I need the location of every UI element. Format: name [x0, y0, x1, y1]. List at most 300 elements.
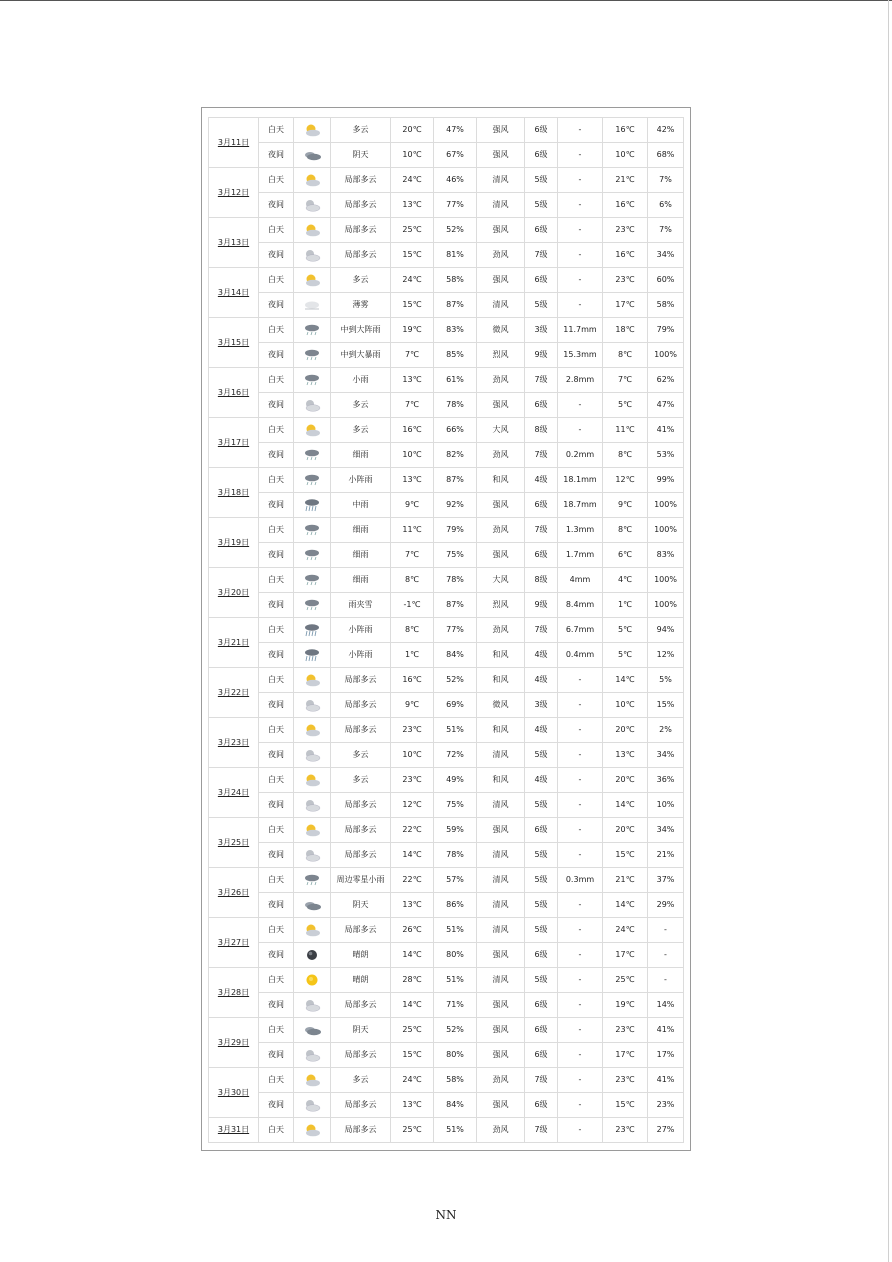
cell-feels: 25℃ — [603, 968, 648, 993]
cell-wind: 和风 — [477, 643, 525, 668]
date-link[interactable]: 3月26日 — [209, 868, 259, 918]
cell-precip: 0.3mm — [558, 868, 603, 893]
cell-weather: 多云 — [331, 393, 391, 418]
cell-feels: 16℃ — [603, 243, 648, 268]
cell-wind: 劲风 — [477, 243, 525, 268]
partly-cloudy-night-icon — [294, 843, 331, 868]
cell-temp: 10℃ — [391, 143, 434, 168]
cell-cloud: 68% — [648, 143, 684, 168]
cell-feels: 16℃ — [603, 193, 648, 218]
cell-wind: 清风 — [477, 893, 525, 918]
cell-weather: 多云 — [331, 1068, 391, 1093]
cell-humidity: 52% — [434, 1018, 477, 1043]
cell-period: 白天 — [259, 768, 294, 793]
table-row — [209, 468, 684, 493]
cell-weather: 雨夹雪 — [331, 593, 391, 618]
partly-cloudy-night-icon — [294, 1093, 331, 1118]
cell-feels: 19℃ — [603, 993, 648, 1018]
cell-feels: 11℃ — [603, 418, 648, 443]
date-link[interactable]: 3月15日 — [209, 318, 259, 368]
cell-humidity: 51% — [434, 1118, 477, 1143]
cell-wind-level: 4级 — [525, 768, 558, 793]
cell-wind-level: 7级 — [525, 518, 558, 543]
cell-period: 白天 — [259, 568, 294, 593]
cell-wind-level: 7级 — [525, 1068, 558, 1093]
cell-wind-level: 4级 — [525, 668, 558, 693]
page-number: NN — [435, 1208, 457, 1222]
cell-cloud: 34% — [648, 743, 684, 768]
cell-weather: 阴天 — [331, 1018, 391, 1043]
cell-wind-level: 7级 — [525, 368, 558, 393]
table-row — [209, 893, 684, 918]
cell-cloud: - — [648, 968, 684, 993]
cell-wind-level: 7级 — [525, 618, 558, 643]
cell-wind: 强风 — [477, 493, 525, 518]
cell-weather: 多云 — [331, 768, 391, 793]
cell-cloud: 15% — [648, 693, 684, 718]
cell-wind: 强风 — [477, 1018, 525, 1043]
cell-cloud: 34% — [648, 243, 684, 268]
cell-period: 白天 — [259, 1118, 294, 1143]
cell-humidity: 78% — [434, 393, 477, 418]
date-link[interactable]: 3月23日 — [209, 718, 259, 768]
forecast-table-frame — [201, 107, 691, 1151]
cell-weather: 晴朗 — [331, 968, 391, 993]
cell-feels: 24℃ — [603, 918, 648, 943]
table-row — [209, 568, 684, 593]
cell-wind: 强风 — [477, 943, 525, 968]
cell-wind-level: 5级 — [525, 743, 558, 768]
cell-wind-level: 5级 — [525, 193, 558, 218]
cell-feels: 17℃ — [603, 943, 648, 968]
cell-temp: 13℃ — [391, 893, 434, 918]
cell-precip: - — [558, 193, 603, 218]
cell-wind: 微风 — [477, 318, 525, 343]
cell-wind: 强风 — [477, 393, 525, 418]
cell-wind: 劲风 — [477, 443, 525, 468]
cell-feels: 17℃ — [603, 1043, 648, 1068]
table-row — [209, 393, 684, 418]
cell-weather: 细雨 — [331, 543, 391, 568]
cell-weather: 多云 — [331, 418, 391, 443]
partly-cloudy-icon — [294, 768, 331, 793]
date-link[interactable]: 3月25日 — [209, 818, 259, 868]
cell-period: 白天 — [259, 218, 294, 243]
partly-cloudy-icon — [294, 418, 331, 443]
cell-weather: 小雨 — [331, 368, 391, 393]
cell-humidity: 78% — [434, 568, 477, 593]
cell-weather: 小阵雨 — [331, 618, 391, 643]
cell-weather: 细雨 — [331, 568, 391, 593]
cell-wind-level: 6级 — [525, 393, 558, 418]
cell-weather: 周边零星小雨 — [331, 868, 391, 893]
table-row — [209, 318, 684, 343]
cell-wind-level: 5级 — [525, 843, 558, 868]
cell-humidity: 82% — [434, 443, 477, 468]
cell-wind-level: 3级 — [525, 693, 558, 718]
cell-cloud: 27% — [648, 1118, 684, 1143]
cell-wind: 强风 — [477, 1093, 525, 1118]
cell-precip: - — [558, 668, 603, 693]
cell-feels: 8℃ — [603, 518, 648, 543]
cell-temp: -1℃ — [391, 593, 434, 618]
table-row — [209, 618, 684, 643]
cell-weather: 局部多云 — [331, 1043, 391, 1068]
cell-temp: 26℃ — [391, 918, 434, 943]
cell-precip: - — [558, 918, 603, 943]
date-link[interactable]: 3月20日 — [209, 568, 259, 618]
partly-cloudy-night-icon — [294, 793, 331, 818]
cell-feels: 17℃ — [603, 293, 648, 318]
cell-precip: - — [558, 818, 603, 843]
cell-feels: 6℃ — [603, 543, 648, 568]
date-link[interactable]: 3月30日 — [209, 1068, 259, 1118]
cell-cloud: 58% — [648, 293, 684, 318]
cell-temp: 16℃ — [391, 668, 434, 693]
cell-humidity: 58% — [434, 1068, 477, 1093]
cell-period: 夜间 — [259, 243, 294, 268]
table-row — [209, 743, 684, 768]
cell-feels: 15℃ — [603, 1093, 648, 1118]
cell-cloud: - — [648, 943, 684, 968]
cell-temp: 10℃ — [391, 743, 434, 768]
cell-period: 夜间 — [259, 343, 294, 368]
cell-weather: 多云 — [331, 118, 391, 143]
cell-feels: 8℃ — [603, 343, 648, 368]
cell-feels: 16℃ — [603, 118, 648, 143]
cell-feels: 7℃ — [603, 368, 648, 393]
date-link[interactable]: 3月18日 — [209, 468, 259, 518]
cell-wind-level: 5级 — [525, 793, 558, 818]
cell-temp: 15℃ — [391, 243, 434, 268]
weather-forecast-table — [208, 117, 684, 1143]
cell-cloud: 29% — [648, 893, 684, 918]
cell-weather: 中到大暴雨 — [331, 343, 391, 368]
table-row — [209, 1018, 684, 1043]
date-link[interactable]: 3月11日 — [209, 118, 259, 168]
cell-precip: - — [558, 1068, 603, 1093]
partly-cloudy-night-icon — [294, 393, 331, 418]
cell-wind-level: 6级 — [525, 818, 558, 843]
cell-feels: 14℃ — [603, 668, 648, 693]
cell-precip: - — [558, 243, 603, 268]
cell-wind: 强风 — [477, 118, 525, 143]
cell-period: 夜间 — [259, 993, 294, 1018]
rain-icon — [294, 518, 331, 543]
mist-icon — [294, 293, 331, 318]
cell-feels: 12℃ — [603, 468, 648, 493]
cell-temp: 14℃ — [391, 843, 434, 868]
date-link[interactable]: 3月14日 — [209, 268, 259, 318]
cell-wind-level: 8级 — [525, 568, 558, 593]
cell-wind-level: 6级 — [525, 268, 558, 293]
cell-weather: 局部多云 — [331, 818, 391, 843]
cell-temp: 16℃ — [391, 418, 434, 443]
cell-weather: 局部多云 — [331, 718, 391, 743]
cell-cloud: 100% — [648, 493, 684, 518]
table-row — [209, 968, 684, 993]
date-link[interactable]: 3月17日 — [209, 418, 259, 468]
cell-feels: 14℃ — [603, 893, 648, 918]
cell-precip: - — [558, 968, 603, 993]
cell-precip: 1.3mm — [558, 518, 603, 543]
cell-humidity: 83% — [434, 318, 477, 343]
table-row — [209, 918, 684, 943]
date-link[interactable]: 3月24日 — [209, 768, 259, 818]
cell-precip: - — [558, 893, 603, 918]
cell-feels: 23℃ — [603, 1018, 648, 1043]
partly-cloudy-icon — [294, 268, 331, 293]
table-row — [209, 993, 684, 1018]
cell-wind-level: 6级 — [525, 493, 558, 518]
cell-temp: 19℃ — [391, 318, 434, 343]
rain-icon — [294, 868, 331, 893]
cell-wind: 烈风 — [477, 343, 525, 368]
cell-precip: - — [558, 768, 603, 793]
cell-wind-level: 6级 — [525, 118, 558, 143]
cell-wind-level: 5级 — [525, 868, 558, 893]
cell-period: 白天 — [259, 518, 294, 543]
cell-humidity: 49% — [434, 768, 477, 793]
cell-cloud: 36% — [648, 768, 684, 793]
table-row — [209, 943, 684, 968]
cell-temp: 8℃ — [391, 568, 434, 593]
cell-precip: - — [558, 168, 603, 193]
table-row — [209, 768, 684, 793]
cell-period: 夜间 — [259, 1093, 294, 1118]
cell-humidity: 87% — [434, 593, 477, 618]
cell-temp: 13℃ — [391, 193, 434, 218]
cell-weather: 多云 — [331, 743, 391, 768]
cell-temp: 14℃ — [391, 993, 434, 1018]
cell-temp: 28℃ — [391, 968, 434, 993]
cell-cloud: 41% — [648, 418, 684, 443]
cell-wind: 和风 — [477, 468, 525, 493]
date-link[interactable]: 3月21日 — [209, 618, 259, 668]
cell-temp: 24℃ — [391, 268, 434, 293]
cell-cloud: 14% — [648, 993, 684, 1018]
table-row — [209, 1093, 684, 1118]
cell-cloud: 7% — [648, 168, 684, 193]
cell-period: 白天 — [259, 118, 294, 143]
cell-wind: 和风 — [477, 768, 525, 793]
cell-temp: 15℃ — [391, 1043, 434, 1068]
cell-cloud: 53% — [648, 443, 684, 468]
date-link[interactable]: 3月27日 — [209, 918, 259, 968]
cell-cloud: 41% — [648, 1018, 684, 1043]
cell-temp: 1℃ — [391, 643, 434, 668]
date-link[interactable]: 3月31日 — [209, 1118, 259, 1143]
cell-temp: 11℃ — [391, 518, 434, 543]
cell-temp: 25℃ — [391, 218, 434, 243]
cell-period: 白天 — [259, 368, 294, 393]
partly-cloudy-icon — [294, 218, 331, 243]
cell-wind-level: 6级 — [525, 993, 558, 1018]
table-row — [209, 343, 684, 368]
partly-cloudy-icon — [294, 718, 331, 743]
cell-cloud: 10% — [648, 793, 684, 818]
cell-cloud: 21% — [648, 843, 684, 868]
cell-cloud: 17% — [648, 1043, 684, 1068]
cell-humidity: 80% — [434, 1043, 477, 1068]
cell-wind-level: 5级 — [525, 293, 558, 318]
cell-feels: 23℃ — [603, 1068, 648, 1093]
cell-humidity: 85% — [434, 343, 477, 368]
cell-period: 夜间 — [259, 543, 294, 568]
cell-wind-level: 9级 — [525, 593, 558, 618]
date-link[interactable]: 3月22日 — [209, 668, 259, 718]
cell-feels: 20℃ — [603, 718, 648, 743]
cell-weather: 局部多云 — [331, 168, 391, 193]
table-row — [209, 868, 684, 893]
cell-wind: 清风 — [477, 793, 525, 818]
cell-precip: - — [558, 793, 603, 818]
cell-wind: 强风 — [477, 1043, 525, 1068]
cell-humidity: 66% — [434, 418, 477, 443]
cell-temp: 13℃ — [391, 468, 434, 493]
cell-humidity: 79% — [434, 518, 477, 543]
table-row — [209, 168, 684, 193]
cell-humidity: 51% — [434, 718, 477, 743]
cell-weather: 局部多云 — [331, 918, 391, 943]
cell-feels: 13℃ — [603, 743, 648, 768]
cell-period: 白天 — [259, 868, 294, 893]
table-row — [209, 193, 684, 218]
partly-cloudy-night-icon — [294, 193, 331, 218]
cell-humidity: 52% — [434, 218, 477, 243]
cell-period: 白天 — [259, 168, 294, 193]
cell-wind: 烈风 — [477, 593, 525, 618]
date-link[interactable]: 3月29日 — [209, 1018, 259, 1068]
cell-period: 夜间 — [259, 743, 294, 768]
cell-cloud: 100% — [648, 343, 684, 368]
cell-cloud: 99% — [648, 468, 684, 493]
cell-weather: 细雨 — [331, 518, 391, 543]
cell-precip: 0.2mm — [558, 443, 603, 468]
cell-precip: - — [558, 1043, 603, 1068]
cell-period: 夜间 — [259, 943, 294, 968]
cell-humidity: 77% — [434, 618, 477, 643]
partly-cloudy-icon — [294, 918, 331, 943]
cell-period: 白天 — [259, 968, 294, 993]
cell-humidity: 57% — [434, 868, 477, 893]
cell-humidity: 71% — [434, 993, 477, 1018]
cell-weather: 小阵雨 — [331, 643, 391, 668]
cell-precip: - — [558, 118, 603, 143]
forecast-table-body — [209, 118, 684, 1143]
partly-cloudy-icon — [294, 818, 331, 843]
cell-period: 夜间 — [259, 893, 294, 918]
table-row — [209, 668, 684, 693]
cell-cloud: 79% — [648, 318, 684, 343]
cell-weather: 阴天 — [331, 893, 391, 918]
cell-weather: 局部多云 — [331, 843, 391, 868]
rain-icon — [294, 568, 331, 593]
cell-wind: 强风 — [477, 818, 525, 843]
cell-precip: - — [558, 143, 603, 168]
date-link[interactable]: 3月16日 — [209, 368, 259, 418]
date-link[interactable]: 3月28日 — [209, 968, 259, 1018]
cell-feels: 4℃ — [603, 568, 648, 593]
cell-precip: - — [558, 1118, 603, 1143]
cell-feels: 20℃ — [603, 818, 648, 843]
cell-wind-level: 5级 — [525, 968, 558, 993]
table-row — [209, 368, 684, 393]
cell-precip: 4mm — [558, 568, 603, 593]
cell-period: 白天 — [259, 468, 294, 493]
cell-wind: 劲风 — [477, 618, 525, 643]
cell-humidity: 86% — [434, 893, 477, 918]
date-link[interactable]: 3月13日 — [209, 218, 259, 268]
cell-wind: 大风 — [477, 418, 525, 443]
cell-weather: 中雨 — [331, 493, 391, 518]
cell-wind: 清风 — [477, 168, 525, 193]
cell-precip: - — [558, 293, 603, 318]
cell-humidity: 51% — [434, 968, 477, 993]
cell-feels: 9℃ — [603, 493, 648, 518]
cell-precip: 18.7mm — [558, 493, 603, 518]
cell-wind-level: 6级 — [525, 543, 558, 568]
heavy-rain-icon — [294, 493, 331, 518]
table-row — [209, 843, 684, 868]
cell-period: 白天 — [259, 268, 294, 293]
cell-humidity: 46% — [434, 168, 477, 193]
cell-feels: 10℃ — [603, 693, 648, 718]
cell-feels: 15℃ — [603, 843, 648, 868]
cell-feels: 21℃ — [603, 168, 648, 193]
cell-weather: 小阵雨 — [331, 468, 391, 493]
cell-cloud: 41% — [648, 1068, 684, 1093]
cell-period: 夜间 — [259, 393, 294, 418]
rain-icon — [294, 468, 331, 493]
date-link[interactable]: 3月12日 — [209, 168, 259, 218]
sunny-icon — [294, 968, 331, 993]
cell-period: 白天 — [259, 318, 294, 343]
cell-humidity: 72% — [434, 743, 477, 768]
cell-precip: 18.1mm — [558, 468, 603, 493]
rain-icon — [294, 443, 331, 468]
cell-weather: 局部多云 — [331, 993, 391, 1018]
cell-precip: - — [558, 693, 603, 718]
cell-wind-level: 7级 — [525, 1118, 558, 1143]
cell-weather: 局部多云 — [331, 243, 391, 268]
table-row — [209, 793, 684, 818]
cell-weather: 局部多云 — [331, 193, 391, 218]
table-row — [209, 593, 684, 618]
table-row — [209, 693, 684, 718]
table-row — [209, 418, 684, 443]
cell-temp: 10℃ — [391, 443, 434, 468]
cell-wind-level: 3级 — [525, 318, 558, 343]
cell-period: 夜间 — [259, 293, 294, 318]
cell-weather: 中到大阵雨 — [331, 318, 391, 343]
cell-feels: 18℃ — [603, 318, 648, 343]
cell-precip: - — [558, 718, 603, 743]
cell-wind-level: 7级 — [525, 443, 558, 468]
cell-humidity: 67% — [434, 143, 477, 168]
cell-cloud: 5% — [648, 668, 684, 693]
cell-temp: 7℃ — [391, 393, 434, 418]
overcast-icon — [294, 143, 331, 168]
table-row — [209, 493, 684, 518]
cell-precip: 11.7mm — [558, 318, 603, 343]
cell-precip: 15.3mm — [558, 343, 603, 368]
cell-wind: 清风 — [477, 968, 525, 993]
date-link[interactable]: 3月19日 — [209, 518, 259, 568]
cell-wind-level: 6级 — [525, 1093, 558, 1118]
cell-humidity: 75% — [434, 543, 477, 568]
cell-feels: 20℃ — [603, 768, 648, 793]
